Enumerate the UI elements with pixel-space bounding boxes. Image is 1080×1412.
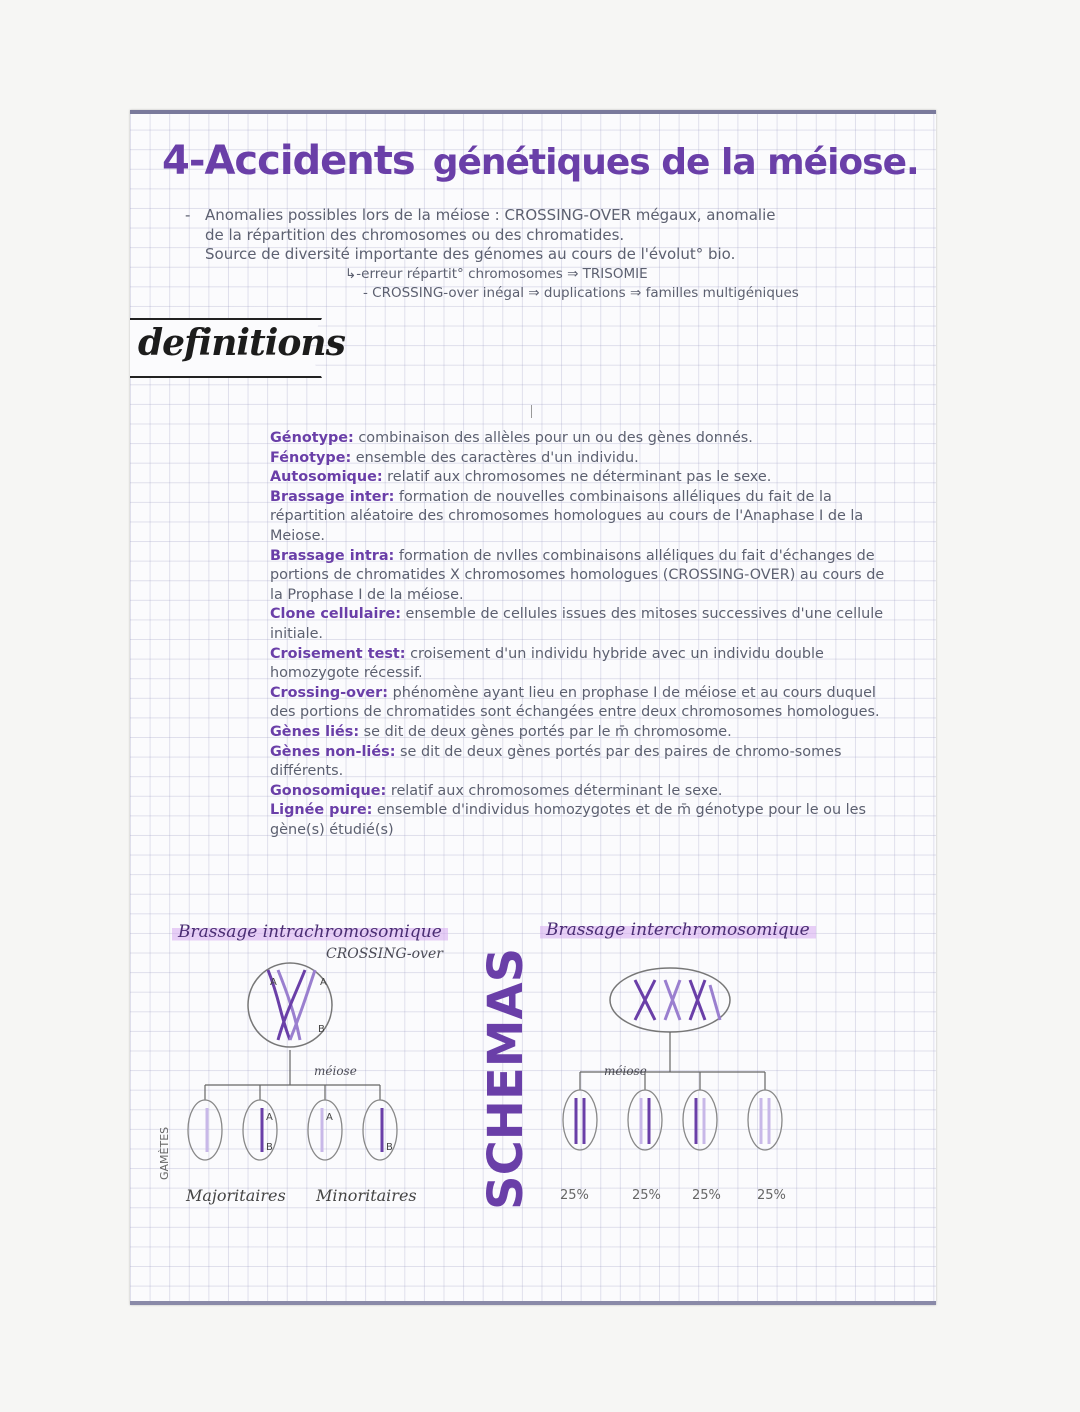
definition-term: Croisement test: — [270, 645, 406, 662]
definition-item — [270, 645, 890, 684]
definition-term: Clone cellulaire: — [270, 606, 401, 623]
gamete-cell — [628, 1090, 662, 1150]
intro-line: Source de diversité importante des génomes au cours de l'évolut° bio. — [205, 245, 736, 263]
definition-item — [270, 488, 890, 547]
inter-schema-drawing — [550, 960, 810, 1180]
pen-mark — [531, 405, 532, 418]
definition-term: Gènes non-liés: — [270, 743, 396, 760]
allele-label: A — [320, 977, 327, 988]
definition-item — [270, 605, 890, 644]
intra-schema-title: Brassage intrachromosomique — [172, 922, 448, 942]
gamete-cell — [683, 1090, 717, 1150]
allele-label: B — [386, 1142, 393, 1153]
gamete-cell — [563, 1090, 597, 1150]
definition-item — [270, 449, 890, 469]
intro-notes — [185, 206, 930, 304]
definition-item — [270, 684, 890, 723]
definition-item — [270, 743, 890, 782]
definition-text: relatif aux chromosomes déterminant le sexe. — [386, 782, 723, 799]
percentage-label: 25% — [692, 1188, 721, 1203]
definition-text: se dit de deux gènes portés par le m̄ chromosome. — [359, 723, 732, 740]
definition-term: Crossing-over: — [270, 684, 389, 701]
definition-item — [270, 547, 890, 606]
chromosome — [690, 980, 705, 1020]
percentage-label: 25% — [632, 1188, 661, 1203]
definition-term: Gènes liés: — [270, 723, 360, 740]
definition-item — [270, 801, 890, 840]
schemas-vertical-label — [478, 947, 534, 1214]
gamete-cell — [748, 1090, 782, 1150]
chromatid — [290, 970, 315, 1040]
definition-text: phénomène ayant lieu en prophase I de méiose et au cours duquel des portions de chromatides sont échangées entre deux chromosomes homologues. — [270, 684, 880, 721]
definition-text: ensemble de cellules issues des mitoses successives d'une cellule initiale. — [270, 606, 884, 642]
definition-text: relatif aux chromosomes ne déterminant pas le sexe. — [382, 469, 772, 486]
cell-circle — [610, 968, 730, 1032]
definition-term: Lignée pure: — [270, 802, 373, 819]
allele-label: A — [266, 1112, 273, 1123]
definition-term: Autosomique: — [270, 469, 383, 486]
schemas-word: SCHEMAS — [478, 947, 534, 1210]
allele-label: A — [326, 1112, 333, 1123]
percentage-label: 25% — [560, 1188, 589, 1203]
bullet-dash: - — [185, 206, 191, 224]
crossing-over-label: CROSSING-over — [326, 946, 443, 962]
chromosome — [710, 985, 720, 1020]
definitions-list — [270, 429, 890, 840]
gamete-cell — [308, 1100, 342, 1160]
gamete-cell — [188, 1100, 222, 1160]
majoritaires-label: Majoritaires — [186, 1186, 286, 1205]
intro-subline: ↳-erreur répartit° chromosomes ⇒ TRISOMIE — [345, 265, 648, 282]
definition-text: formation de nvlles combinaisons alléliques du fait d'échanges de portions de chromatides X chromosomes homologues (CROSSING-OVER) au cours de la Prophase I de la méiose. — [270, 547, 885, 603]
definition-text: formation de nouvelles combinaisons alléliques du fait de la répartition aléatoire des chromosomes homologues au cours de l'Anaphase I de la Meiose. — [270, 488, 864, 544]
inter-schema-title: Brassage interchromosomique — [540, 920, 816, 940]
intra-schema-drawing — [150, 960, 450, 1180]
definition-text: se dit de deux gènes portés par des paires de chromo-somes différents. — [270, 743, 842, 780]
definition-item — [270, 468, 890, 488]
chromosome — [665, 980, 680, 1020]
meiose-label-inter: méiose — [604, 1064, 647, 1078]
meiose-label-intra: méiose — [314, 1064, 357, 1078]
definition-term: Brassage inter: — [270, 488, 395, 505]
chromosome — [635, 980, 655, 1020]
percentage-label: 25% — [757, 1188, 786, 1203]
definition-term: Brassage intra: — [270, 547, 395, 564]
definition-term: Génotype: — [270, 430, 354, 446]
definition-text: combinaison des allèles pour un ou des gènes donnés. — [353, 430, 753, 446]
allele-label: B — [266, 1142, 273, 1153]
page-title: 4-Accidents génétiques de la méiose. — [162, 138, 919, 184]
definition-item — [270, 723, 890, 743]
definitions-heading: definitions — [138, 322, 345, 364]
allele-label: A — [270, 977, 277, 988]
definition-text: ensemble d'individus homozygotes et de m̄ génotype pour le ou les gène(s) étudié(s) — [270, 802, 867, 838]
definition-text: croisement d'un individu hybride avec un individu double homozygote récessif. — [270, 645, 824, 682]
definition-item — [270, 429, 890, 449]
intro-line: de la répartition des chromosomes ou des chromatides. — [205, 225, 625, 244]
intro-line: Anomalies possibles lors de la méiose : CROSSING-OVER mégaux, anomalie — [205, 206, 776, 224]
definition-item — [270, 782, 890, 802]
minoritaires-label: Minoritaires — [316, 1186, 417, 1205]
definition-term: Fénotype: — [270, 449, 352, 466]
gametes-label: GAMÈTES — [158, 1126, 171, 1180]
definition-text: ensemble des caractères d'un individu. — [351, 449, 639, 466]
intro-subline: - CROSSING-over inégal ⇒ duplications ⇒ familles multigéniques — [363, 285, 799, 301]
allele-label: B — [318, 1024, 325, 1035]
definition-term: Gonosomique: — [270, 782, 387, 799]
